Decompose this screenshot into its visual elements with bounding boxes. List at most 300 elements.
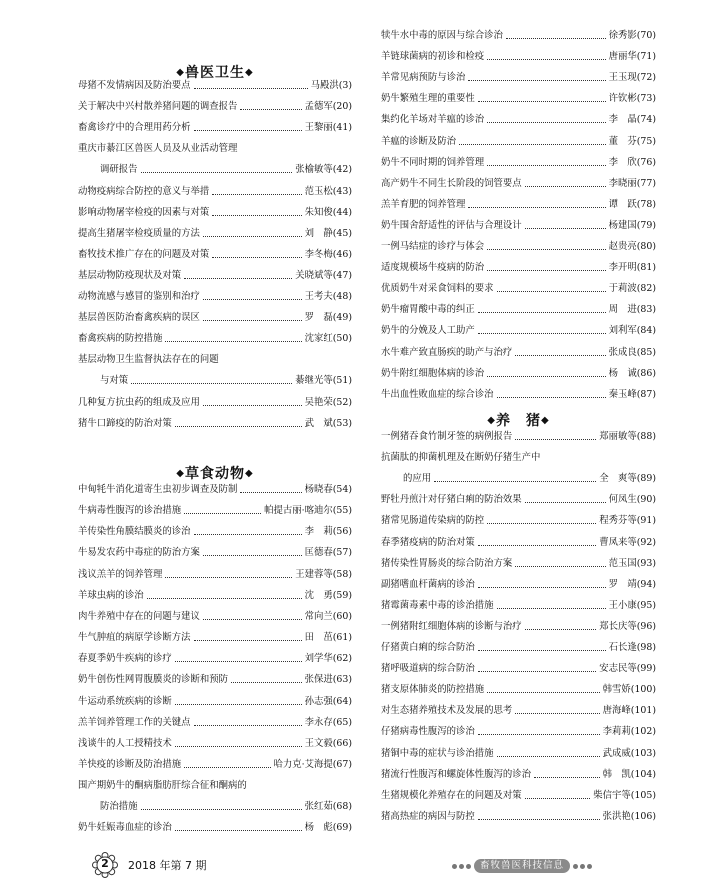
entry-author: 王建蓉等 [295,568,333,580]
entry-title: 牛病毒性腹泻的诊治措施 [78,505,182,517]
entry-title: 抗菌肽的抑菌机理及在断奶仔猪生产中 [381,452,541,464]
toc-entry [381,256,656,274]
entry-author: 孙志强 [304,695,333,707]
entry-title: 的应用 [403,473,432,485]
journal-name: 畜牧兽医科技信息 [474,859,570,873]
entry-author: 帕提古丽·喀迪尔 [264,505,333,517]
dot-leader [459,144,606,145]
entry-title: 猪高热症的病因与防控 [381,810,475,822]
dot-leader [194,725,302,726]
toc-entry [78,243,352,261]
toc-entry [381,720,656,738]
section-title: 养 猪 [496,413,541,429]
entry-title: 仔猪黄白痢的综合防治 [381,642,475,653]
entry-author: 杨 彪 [304,822,333,834]
entry-page: (104) [630,768,656,780]
toc-entry [381,509,656,527]
dot-leader [165,341,301,342]
entry-page: (85) [636,346,656,358]
toc-entry [78,222,352,240]
entry-page: (46) [332,248,352,260]
entry-title: 浅谈牛的人工授精技术 [78,737,172,749]
toc-entry [381,151,656,169]
entry-page: (51) [332,375,352,387]
entry-page: (55) [332,505,352,517]
entry-author: 韩雪娇 [602,684,631,696]
diamond-icon: ◆ [176,67,185,78]
toc-entry [78,285,352,303]
entry-author: 吴艳荣 [304,396,333,408]
entry-title: 羊常见病预防与诊治 [381,72,466,84]
entry-title: 基层动物防疫现状及对策 [78,269,182,281]
entry-title: 畜禽疾病的防控措施 [78,333,163,345]
entry-title: 水牛难产致直肠疾的助产与治疗 [381,346,513,358]
section-title: 兽医卫生 [185,65,245,81]
toc-entry [381,446,656,464]
dot-leader [165,577,292,578]
dot-leader [525,798,591,799]
entry-page: (100) [630,684,656,696]
dot-leader [212,194,301,195]
entry-title: 防治措施 [100,801,138,813]
entry-title: 调研报告 [100,164,138,176]
diamond-icon: ◆ [176,468,185,479]
dot-leader [194,130,302,131]
entry-author: 朱知俊 [304,206,333,218]
toc-entry [381,108,656,126]
entry-title: 奶牛创伤性网胃腹膜炎的诊断和预防 [78,674,229,686]
entry-page: (105) [630,789,656,801]
diamond-icon: ◆ [487,415,496,426]
toc-entry [78,116,352,134]
entry-page: (48) [332,291,352,302]
dot-leader [487,270,605,271]
entry-title: 猪霉菌毒素中毒的诊治措施 [381,599,494,611]
entry-page: (52) [332,396,352,408]
entry-author: 李晓丽 [608,177,637,189]
entry-title: 奶牛繁殖生理的重要性 [381,93,475,105]
entry-title: 基层兽医防治畜禽疾病的误区 [78,312,200,324]
entry-title: 影响动物屠宰检疫的因素与对策 [78,206,210,218]
entry-title: 优质奶牛对采食饲料的要求 [381,283,494,295]
entry-title: 一例马结症的诊疗与体会 [381,241,485,252]
entry-title: 羊传染性角膜结膜炎的诊治 [78,526,191,538]
dot-leader [203,299,302,300]
toc-entry [78,499,352,517]
entry-page: (42) [332,164,352,176]
entry-title: 奶牛瘤胃酸中毒的纠正 [381,304,475,316]
entry-title: 奶牛围舍舒适性的评估与合理设计 [381,219,522,231]
entry-author: 徐秀影 [608,30,637,41]
entry-author: 田 茁 [304,632,333,644]
entry-page: (86) [636,367,656,379]
entry-page: (88) [636,431,656,442]
dot-leader [506,38,606,39]
dot-leader [515,355,605,356]
entry-title: 羊球虫病的诊治 [78,589,144,601]
entry-author: 全 爽等 [599,473,637,485]
entry-title: 羔羊育肥的饲养管理 [381,198,466,210]
entry-page: (103) [630,747,656,759]
dot-leader [487,165,605,166]
entry-page: (90) [636,494,656,506]
entry-author: 马殿洪 [310,80,339,91]
entry-page: (70) [636,30,656,41]
entry-title: 副猪嗜血杆菌病的诊治 [381,578,475,590]
entry-author: 刘学华 [304,653,333,665]
toc-entry [78,690,352,708]
entry-title: 一例猪吞食竹制牙签的病例报告 [381,431,513,442]
entry-author: 于莉波 [608,283,637,295]
dot-leader [497,397,606,398]
entry-title: 高产奶牛不同生长阶段的饲管要点 [381,177,522,189]
toc-entry [381,488,656,506]
entry-page: (54) [332,484,352,495]
entry-page: (106) [630,810,656,822]
entry-page: (65) [332,716,352,728]
diamond-icon: ◆ [245,468,254,479]
entry-author: 武 斌 [304,417,333,429]
entry-author: 周 进 [608,304,637,316]
entry-title: 羊瘟的诊断及防治 [381,135,457,147]
entry-page: (62) [332,653,352,665]
entry-page: (98) [636,642,656,653]
entry-title: 猪支原体肺炎的防控措施 [381,684,485,696]
entry-title: 对生态猪养殖技术及发展的思考 [381,705,513,717]
toc-entry [78,327,352,345]
toc-entry [78,605,352,623]
toc-entry [78,348,352,366]
entry-title: 牛运动系统疾病的诊断 [78,695,172,707]
toc-entry [381,24,656,42]
entry-author: 唐丽华 [608,51,637,63]
entry-author: 李 晶 [608,114,637,126]
entry-page: (50) [332,333,352,345]
dot-leader [515,713,599,714]
entry-author: 沈家红 [304,333,333,345]
toc-entry [78,795,352,813]
entry-author: 匡德春 [304,547,333,559]
dot-leader [525,228,606,229]
entry-author: 安志民等 [599,663,637,675]
entry-author: 张榆敏等 [295,164,333,176]
entry-author: 沈 勇 [304,589,333,601]
toc-entry [381,319,656,337]
dot-leader [240,109,301,110]
entry-title: 野牡丹煎汁对仔猪白痢的防治效果 [381,494,522,506]
entry-title: 围产期奶牛的酮病脂肪肝综合征和酮病的 [78,780,247,792]
entry-page: (84) [636,325,656,337]
entry-page: (72) [636,72,656,84]
entry-title: 猪流行性腹泻和螺旋体性腹泻的诊治 [381,768,532,780]
dot-leader [478,101,606,102]
dot-leader [478,587,606,588]
entry-page: (80) [636,241,656,252]
toc-entry [381,277,656,295]
dot-leader [203,236,302,237]
entry-author: 哈力克·艾海提 [273,758,333,770]
dot-leader [487,59,605,60]
entry-author: 刘 静 [304,227,333,239]
entry-title: 春夏季奶牛疾病的诊疗 [78,653,172,665]
page-number: 2 [101,857,109,870]
entry-title: 一例猪附红细胞体病的诊断与治疗 [381,620,522,632]
entry-page: (96) [636,620,656,632]
toc-entry [381,298,656,316]
entry-author: 张保进 [304,674,333,686]
toc-entry [381,636,656,654]
entry-author: 郑丽敏等 [599,431,637,442]
entry-page: (99) [636,663,656,675]
entry-title: 中甸牦牛消化道寄生虫初步调查及防制 [78,484,238,495]
toc-entry [78,180,352,198]
entry-author: 柴信宇等 [593,789,631,801]
entry-page: (41) [332,122,352,134]
diamond-icon: ◆ [245,67,254,78]
entry-title: 集约化羊场对羊瘟的诊治 [381,114,485,126]
entry-author: 罗 靖 [608,578,637,590]
toc-entry [78,711,352,729]
entry-author: 王考夫 [304,291,333,302]
entry-page: (69) [332,822,352,834]
entry-author: 秦玉峰 [608,388,637,400]
entry-page: (71) [636,51,656,63]
entry-page: (49) [332,312,352,324]
diamond-icon: ◆ [541,415,550,426]
entry-page: (43) [332,185,352,197]
toc-entry [78,647,352,665]
toc-entry [78,816,352,834]
entry-title: 牛易发农药中毒症的防治方案 [78,547,200,559]
dot-leader [194,88,308,89]
toc-entry [78,520,352,538]
entry-author: 常向兰 [304,610,333,622]
dot-leader [184,513,261,514]
entry-author: 孟德军 [304,101,333,113]
entry-author: 许钦彬 [608,93,637,105]
entry-title: 猪传染性胃肠炎的综合防治方案 [381,557,513,569]
entry-page: (59) [332,589,352,601]
entry-title: 适度规模场牛疫病的防治 [381,262,485,274]
dot-leader [468,207,605,208]
dot-leader [478,545,596,546]
entry-page: (91) [636,515,656,527]
entry-title: 羊链球菌病的初诊和检疫 [381,51,485,63]
entry-page: (92) [636,536,656,548]
entry-author: 曹凤来等 [599,536,637,548]
dot-leader [175,426,302,427]
toc-entry [78,478,352,496]
entry-title: 浅议羔羊的饲养管理 [78,568,163,580]
dot-leader [147,598,302,599]
entry-title: 肉牛养殖中存在的问题与建议 [78,610,200,622]
issue-label: 2018 年第 7 期 [128,859,207,872]
toc-entry [78,732,352,750]
toc-entry [381,66,656,84]
entry-page: (63) [332,674,352,686]
toc-entry [381,805,656,823]
entry-author: 李永存 [304,716,333,728]
toc-entry [381,763,656,781]
entry-author: 韩 凯 [602,768,631,780]
entry-page: (82) [636,283,656,295]
dot-leader [141,172,293,173]
entry-title: 动物疫病综合防控的意义与举措 [78,185,210,197]
dot-leader [175,704,302,705]
dot-leader [478,312,606,313]
entry-page: (76) [636,156,656,168]
dots-right-icon [573,864,592,869]
dot-leader [515,439,596,440]
entry-title: 奶牛的分娩及人工助产 [381,325,475,337]
dot-leader [240,492,301,493]
entry-title: 牛气肿疽的病原学诊断方法 [78,632,191,644]
entry-page: (61) [332,632,352,644]
entry-title: 奶牛妊娠毒血症的诊治 [78,822,172,834]
entry-page: (75) [636,135,656,147]
dot-leader [175,746,302,747]
entry-title: 奶牛附红细胞体病的诊治 [381,367,485,379]
entry-title: 提高生猪屠宰检疫质量的方法 [78,227,200,239]
entry-title: 猪常见肠道传染病的防控 [381,515,485,527]
toc-entry [78,369,352,387]
toc-entry [78,753,352,771]
entry-page: (95) [636,599,656,611]
toc-entry [381,87,656,105]
entry-page: (74) [636,114,656,126]
entry-title: 生猪规模化养殖存在的问题及对策 [381,789,522,801]
dots-left-icon [452,864,471,869]
dot-leader [487,692,600,693]
toc-entry [381,531,656,549]
entry-title: 猪呼吸道病的综合防治 [381,663,475,675]
footer-issue [92,852,206,878]
dot-leader [141,809,302,810]
entry-author: 赵贵亮 [608,241,637,252]
dot-leader [487,376,605,377]
dot-leader [497,608,606,609]
entry-author: 谭 跃 [608,198,637,210]
toc-entry [78,95,352,113]
entry-author: 范玉松 [304,185,333,197]
entry-author: 李莉莉 [602,726,631,738]
entry-title: 猪牛口蹄疫的防治对策 [78,417,172,429]
entry-author: 王文毅 [304,737,333,749]
toc-entry [78,137,352,155]
entry-page: (78) [636,198,656,210]
toc-entry [78,391,352,409]
entry-author: 张洪艳 [602,810,631,822]
toc-entry [381,235,656,253]
toc-entry [78,201,352,219]
entry-title: 畜禽诊疗中的合理用药分析 [78,122,191,134]
toc-entry [381,193,656,211]
toc-entry [381,699,656,717]
entry-author: 石长逢 [608,642,637,653]
entry-title: 几种复方抗虫药的组成及应用 [78,396,200,408]
entry-page: (67) [332,758,352,770]
entry-title: 母猪不发情病因及防治要点 [78,80,191,91]
dot-leader [184,278,292,279]
toc-entry [381,615,656,633]
entry-title: 基层动物卫生监督执法存在的问题 [78,354,219,366]
entry-author: 罗 磊 [304,312,333,324]
entry-page: (47) [332,269,352,281]
toc-entry [381,45,656,63]
dot-leader [487,249,605,250]
dot-leader [212,215,301,216]
entry-author: 王黎丽 [304,122,333,134]
toc-entry [381,784,656,802]
entry-page: (64) [332,695,352,707]
dot-leader [184,767,270,768]
entry-author: 唐海峰 [602,705,631,717]
dot-leader [487,122,605,123]
entry-author: 张成良 [608,346,637,358]
dot-leader [478,819,600,820]
dot-leader [478,671,596,672]
toc-entry [381,678,656,696]
entry-page: (56) [332,526,352,538]
dot-leader [525,629,597,630]
toc-entry [381,573,656,591]
dot-leader [478,650,606,651]
entry-author: 李 欣 [608,156,637,168]
entry-author: 张红茹 [304,801,333,813]
entry-title: 畜牧技术推广存在的问题及对策 [78,248,210,260]
entry-author: 刘利军 [608,325,637,337]
entry-title: 奶牛不同时期的饲养管理 [381,156,485,168]
entry-title: 猪铜中毒的症状与诊治措施 [381,747,494,759]
entry-author: 杨建国 [608,219,637,231]
toc-entry [381,552,656,570]
toc-entry [381,594,656,612]
entry-title: 重庆市綦江区兽医人员及从业活动管理 [78,143,238,155]
entry-page: (94) [636,578,656,590]
dot-leader [525,502,606,503]
dot-leader [231,682,302,683]
toc-entry [78,158,352,176]
entry-author: 杨 诚 [608,367,637,379]
entry-page: (20) [332,101,352,113]
dot-leader [515,566,605,567]
dot-leader [194,640,302,641]
entry-page: (81) [636,262,656,274]
entry-page: (3) [338,80,352,91]
toc-entry [381,657,656,675]
dot-leader [203,405,302,406]
dot-leader [194,534,302,535]
toc-entry [78,412,352,430]
entry-author: 李 莉 [304,526,333,538]
entry-page: (53) [332,417,352,429]
entry-title: 牛出血性败血症的综合诊治 [381,388,494,400]
toc-entry [78,264,352,282]
dot-leader [203,555,302,556]
dot-leader [478,333,606,334]
entry-page: (89) [636,473,656,485]
page-number-badge [92,852,118,878]
section-title: 草食动物 [185,466,245,482]
entry-title: 关于解决中兴村散养猪问题的调查报告 [78,101,238,113]
entry-author: 杨晓春 [304,484,333,495]
toc-entry [78,306,352,324]
entry-page: (102) [630,726,656,738]
entry-author: 王小康 [608,599,637,611]
entry-page: (66) [332,737,352,749]
dot-leader [175,830,302,831]
entry-author: 关晓斌等 [295,269,333,281]
